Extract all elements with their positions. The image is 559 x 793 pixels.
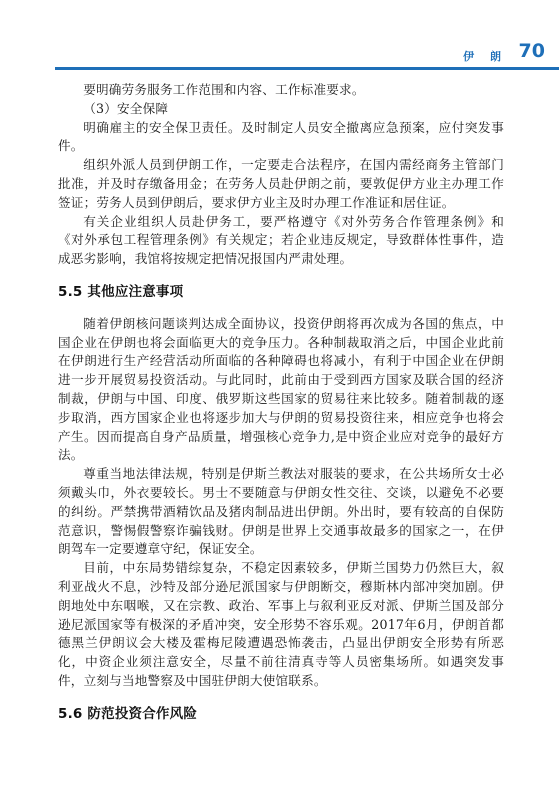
paragraph-security-situation: 目前，中东局势错综复杂，不稳定因素较多，伊斯兰国势力仍然巨大，叙利亚战火不息，沙特及部分逊尼派国家与伊朗断交，穆斯林内部冲突加剧。伊朗地处中东咽喉，又在宗教、政治、军事上与叙利亚反对派、伊斯兰国及部分逊尼派国家等有极深的矛盾冲突，安全形势不容乐观。2017年6月，伊朗首都德黑兰伊朗议会大楼及霍梅尼陵遭遇恐怖袭击，凸显出伊朗安全形势有所恶化，中资企业须注意安全，尽量不前往清真寺等人员密集场所。如遇突发事件，立刻与当地警察及中国驻伊朗大使馆联系。 [58, 560, 504, 688]
paragraph-local-laws: 尊重当地法律法规，特别是伊斯兰教法对服装的要求，在公共场所女士必须戴头巾，外衣要较长。男士不要随意与伊朗女性交往、交谈，以避免不必要的纠纷。严禁携带酒精饮品及猪肉制品进出伊朗。外出时，要有较高的自保防范意识，警惕假警察诈骗钱财。伊朗是世界上交通事故最多的国家之一，在伊朗驾车一定要遵章守纪，保证安全。 [58, 466, 504, 557]
paragraph-competition: 随着伊朗核问题谈判达成全面协议，投资伊朗将再次成为各国的焦点，中国企业在伊朗也将会面临更大的竞争压力。各种制裁取消之后，中国企业此前在伊朗进行生产经营活动所面临的各种障碍也将减小，有利于中国企业在伊朗进一步开展贸易投资活动。与此同时，此前由于受到西方国家及联合国的经济制裁，伊朗与中国、印度、俄罗斯这些国家的贸易往来比较多。随着制裁的逐步取消，西方国家企业也将逐步加大与伊朗的贸易投资往来，相应竞争也将会产生。因而提高自身产品质量，增强核心竞争力,是中资企业应对竞争的最好方法。 [58, 315, 504, 463]
header-rule [55, 67, 559, 70]
running-header-country: 伊 朗 [463, 50, 507, 63]
paragraph-service-scope: 要明确劳务服务工作范围和内容、工作标准要求。 [83, 82, 365, 97]
page-header [55, 40, 559, 74]
subheading-security: （3）安全保障 [83, 100, 169, 116]
page-body [58, 81, 504, 724]
paragraph-legal-procedure: 组织外派人员到伊朗工作，一定要走合法程序，在国内需经商务主管部门批准，并及时存缴备用金；在劳务人员赴伊朗之前，要敦促伊方业主办理工作签证；劳务人员到伊朗后，要求伊方业主及时办理工作准证和居住证。 [58, 157, 504, 210]
section-heading-5-5: 5.5 其他应注意事项 [58, 283, 184, 300]
paragraph-regulations: 有关企业组织人员赴伊务工，要严格遵守《对外劳务合作管理条例》和《对外承包工程管理条例》有关规定；若企业违反规定，导致群体性事件，造成恶劣影响，我馆将按规定把情况报国内严肃处理。 [58, 213, 504, 267]
paragraph-employer-security: 明确雇主的安全保卫责任。及时制定人员安全撤离应急预案，应付突发事件。 [58, 119, 504, 154]
section-heading-5-6: 5.6 防范投资合作风险 [58, 705, 198, 722]
page-number: 70 [518, 40, 545, 62]
